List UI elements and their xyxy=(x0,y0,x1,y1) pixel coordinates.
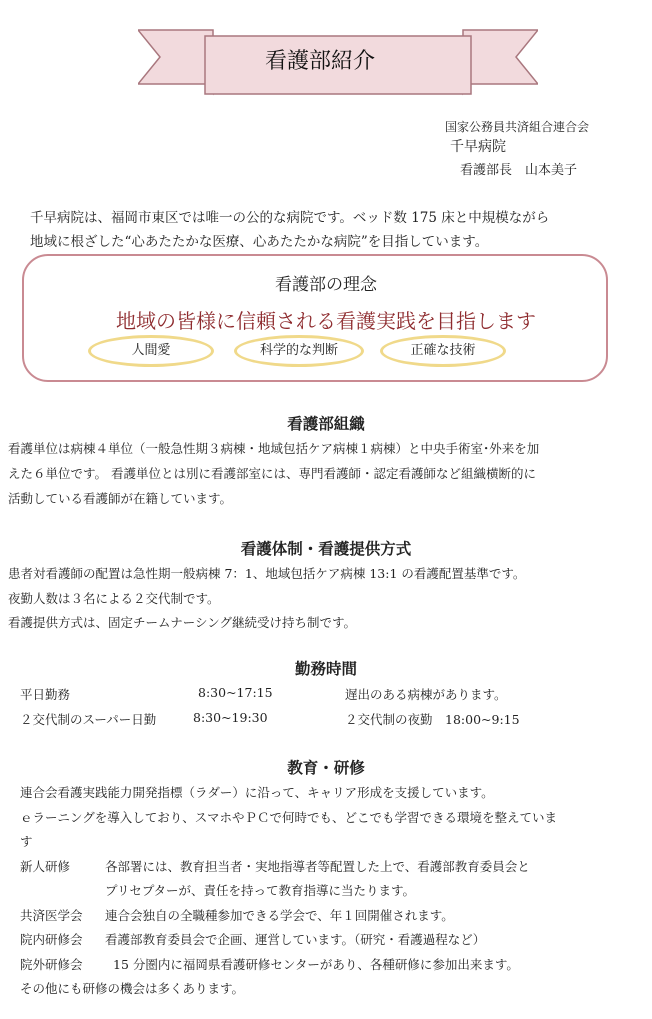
hours-row-label: 平日勤務 xyxy=(20,687,71,702)
system-line: 看護提供方式は、固定チームナーシング継続受け持ち制です。 xyxy=(8,615,356,630)
hours-row-note: 遅出のある病棟があります。 xyxy=(345,687,507,702)
education-closing: その他にも研修の機会は多くあります。 xyxy=(20,981,245,996)
mutual-conference-label: 共済医学会 xyxy=(20,908,83,923)
newcomer-training-text: 各部署には、教育担当者・実地指導者等配置した上で、看護部教育委員会と xyxy=(105,859,530,874)
value-badge-skill: 正確な技術 xyxy=(380,335,506,367)
system-line: 夜勤人数は３名による２交代制です。 xyxy=(8,591,220,606)
organization-heading: 看護部組織 xyxy=(287,414,365,433)
internal-training-label: 院内研修会 xyxy=(20,932,83,947)
hours-row-note: ２交代制の夜勤 18:00~9:15 xyxy=(345,712,520,727)
education-line: 連合会看護実践能力開発指標（ラダー）に沿って、キャリア形成を支援しています。 xyxy=(20,785,494,800)
system-line: 患者対看護師の配置は急性期一般病棟 7：1、地域包括ケア病棟 13:1 の看護配置基準です。 xyxy=(8,566,526,581)
system-heading: 看護体制・看護提供方式 xyxy=(240,539,412,558)
newcomer-training-label: 新人研修 xyxy=(20,859,71,874)
federation-name: 国家公務員共済組合連合会 xyxy=(445,120,590,134)
hours-heading: 勤務時間 xyxy=(294,659,357,678)
philosophy-slogan: 地域の皆様に信頼される看護実践を目指します xyxy=(116,309,536,333)
external-training-text: 15 分圏内に福岡県看護研修センターがあり、各種研修に参加出来ます。 xyxy=(113,957,519,972)
hours-row-label: ２交代制のスーパー日勤 xyxy=(20,712,157,727)
organization-line: 看護単位は病棟４単位（一般急性期３病棟・地域包括ケア病棟１病棟）と中央手術室･外来を加 xyxy=(8,441,540,456)
education-line: す xyxy=(20,834,33,849)
internal-training-text: 看護部教育委員会で企画、運営しています。（研究・看護過程など） xyxy=(105,932,486,947)
organization-line: えた６単位です。 看護単位とは別に看護部室には、専門看護師・認定看護師など組織横断的に xyxy=(8,466,536,481)
philosophy-title: 看護部の理念 xyxy=(275,275,377,295)
hours-row-time: 8:30~17:15 xyxy=(198,685,273,700)
education-line: ｅラーニングを導入しており、スマホやＰＣで何時でも、どこでも学習できる環境を整えていま xyxy=(20,810,558,825)
hospital-name: 千早病院 xyxy=(450,139,506,155)
intro-line-2: 地域に根ざした“心あたたかな医療、心あたたかな病院”を目指しています。 xyxy=(30,234,489,250)
value-badge-science: 科学的な判断 xyxy=(234,335,364,367)
intro-line-1: 千早病院は、福岡市東区では唯一の公的な病院です。ベッド数 175 床と中規模ながら xyxy=(30,210,550,226)
director-name: 看護部長 山本美子 xyxy=(460,163,578,178)
mutual-conference-text: 連合会独自の全職種参加できる学会で、年１回開催されます。 xyxy=(105,908,454,923)
newcomer-training-text: プリセプターが、責任を持って教育指導に当たります。 xyxy=(105,883,416,898)
organization-line: 活動している看護師が在籍しています。 xyxy=(8,491,233,506)
external-training-label: 院外研修会 xyxy=(20,957,83,972)
page-title: 看護部紹介 xyxy=(264,49,375,74)
hours-row-time: 8:30~19:30 xyxy=(193,710,268,725)
education-heading: 教育・研修 xyxy=(287,758,365,777)
value-badge-humanity: 人間愛 xyxy=(88,335,214,367)
